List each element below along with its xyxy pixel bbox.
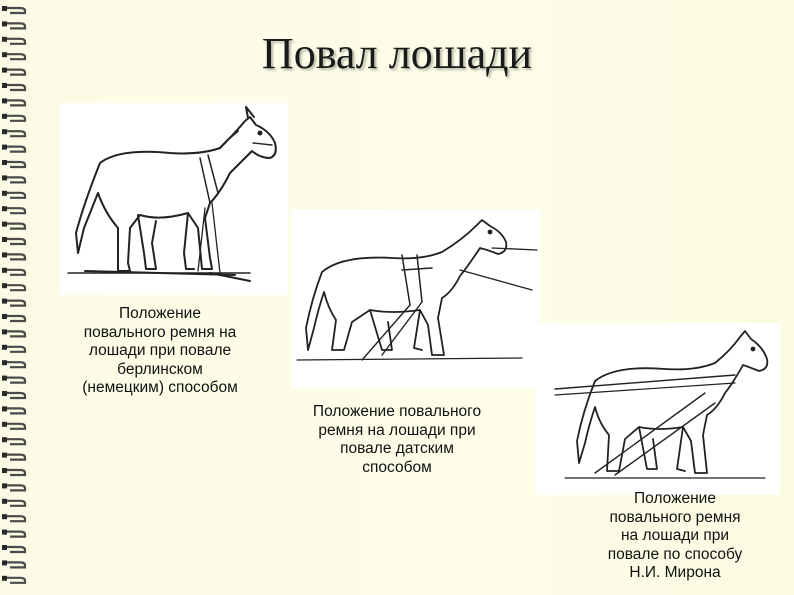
spiral-hole [2,206,7,211]
spiral-ring [4,470,25,475]
page-title: Повал лошади [261,29,533,78]
spiral-hole [2,560,7,565]
spiral-hole [2,453,7,458]
spiral-ring [4,562,25,567]
spiral-ring [4,162,25,167]
spiral-ring [4,224,25,229]
horse-berlin-illustration [60,103,288,295]
spiral-ring [4,578,25,583]
spiral-ring [4,547,25,552]
spiral-hole [2,329,7,334]
spiral-hole [2,129,7,134]
spiral-ring [4,208,25,213]
spiral-ring [4,285,25,290]
spiral-hole [2,21,7,26]
spiral-ring [4,270,25,275]
horse-miron-illustration [535,323,780,495]
spiral-hole [2,499,7,504]
spiral-hole [2,283,7,288]
spiral-ring [4,131,25,136]
spiral-hole [2,576,7,581]
spiral-hole [2,376,7,381]
caption-berlin-method: Положение повального ремня на лошади при повале берлинском (немецким) способом [82,305,238,396]
spiral-ring [4,378,25,383]
spiral-hole [2,252,7,257]
spiral-hole [2,406,7,411]
caption-danish-method: Положение повального ремня на лошади при повале датским способом [312,403,482,476]
spiral-ring [4,347,25,352]
spiral-hole [2,422,7,427]
spiral-ring [4,439,25,444]
spiral-binding [0,0,30,595]
spiral-ring [4,408,25,413]
spiral-hole [2,83,7,88]
spiral-ring [4,8,25,13]
spiral-ring [4,331,25,336]
spiral-ring [4,85,25,90]
spiral-hole [2,545,7,550]
spiral-hole [2,360,7,365]
spiral-ring [4,424,25,429]
horse-danish-illustration [292,210,540,388]
spiral-hole [2,314,7,319]
spiral-ring [4,516,25,521]
spiral-ring [4,485,25,490]
spiral-ring [4,254,25,259]
spiral-ring [4,116,25,121]
spiral-hole [2,98,7,103]
spiral-hole [2,468,7,473]
spiral-hole [2,175,7,180]
spiral-ring [4,193,25,198]
figure-berlin-method [60,103,288,295]
spiral-hole [2,391,7,396]
spiral-hole [2,6,7,11]
spiral-ring [4,147,25,152]
spiral-ring [4,316,25,321]
spiral-hole [2,530,7,535]
spiral-ring [4,455,25,460]
spiral-hole [2,483,7,488]
spiral-hole [2,299,7,304]
figure-miron-method [535,323,780,495]
spiral-hole [2,437,7,442]
spiral-hole [2,345,7,350]
figure-danish-method [292,210,540,388]
caption-miron-method: Положение повального ремня на лошади при повале по способу Н.И. Мирона [607,490,743,581]
spiral-ring [4,362,25,367]
spiral-ring [4,301,25,306]
spiral-hole [2,222,7,227]
spiral-hole [2,114,7,119]
spiral-hole [2,160,7,165]
spiral-hole [2,145,7,150]
spiral-ring [4,393,25,398]
spiral-ring [4,532,25,537]
spiral-ring [4,100,25,105]
spiral-hole [2,268,7,273]
spiral-ring [4,239,25,244]
spiral-ring [4,501,25,506]
spiral-hole [2,191,7,196]
spiral-ring [4,177,25,182]
spiral-hole [2,514,7,519]
spiral-hole [2,237,7,242]
